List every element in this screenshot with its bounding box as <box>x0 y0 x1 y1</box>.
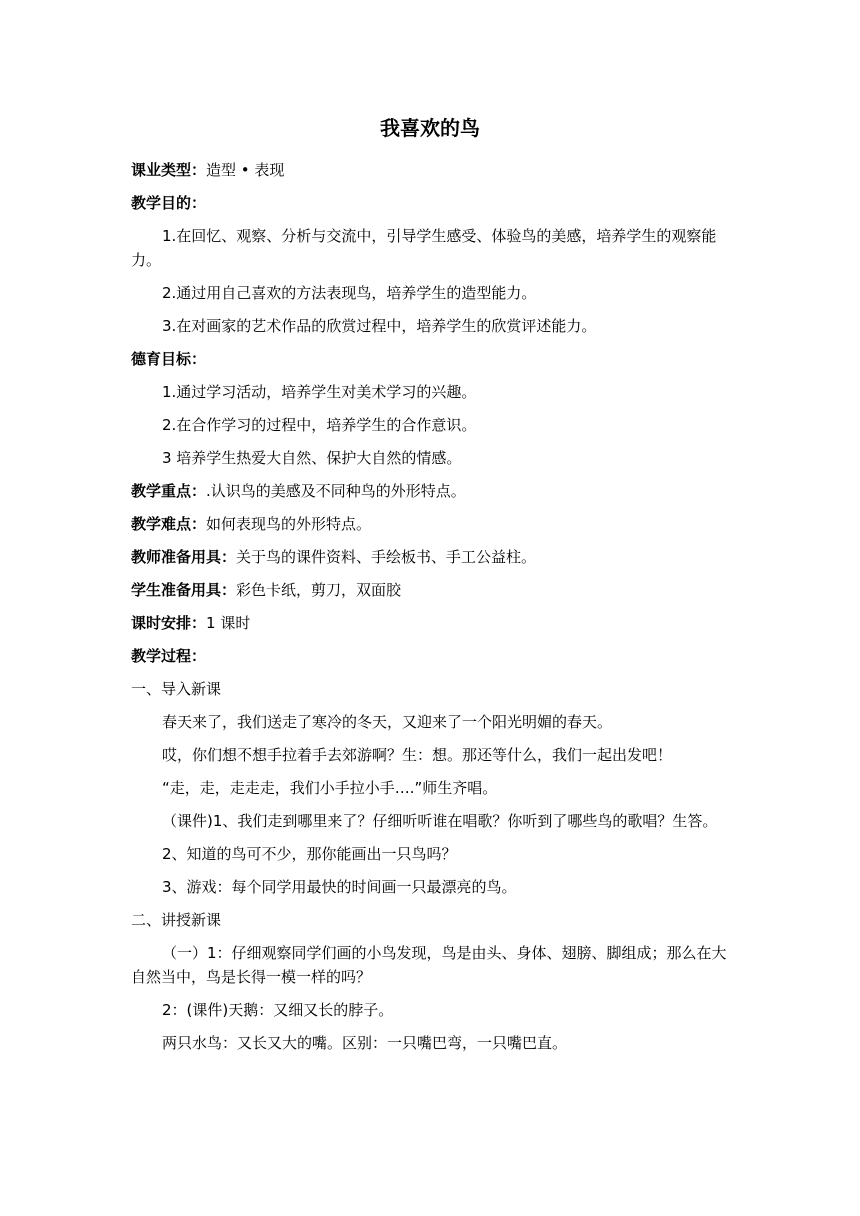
section-heading: 一、导入新课 <box>131 680 222 698</box>
course-type-line <box>131 158 731 182</box>
teacher-materials-label: 教师准备用具： <box>131 548 237 566</box>
difficulty-line <box>131 512 731 536</box>
teacher-materials-line <box>131 545 731 569</box>
key-point-label: 教学重点： <box>131 482 207 500</box>
paragraph: “走，走，走走走，我们小手拉小手….”师生齐唱。 <box>162 779 498 797</box>
moral-goal-item: 2.在合作学习的过程中，培养学生的合作意识。 <box>162 416 477 434</box>
paragraph: 两只水鸟：又长又大的嘴。区别：一只嘴巴弯，一只嘴巴直。 <box>162 1034 568 1052</box>
moral-goal-item: 1.通过学习活动，培养学生对美术学习的兴趣。 <box>162 383 477 401</box>
paragraph: 2：(课件)天鹅：又细又长的脖子。 <box>162 1001 394 1019</box>
teacher-materials-value: 关于鸟的课件资料、手绘板书、手工公益柱。 <box>236 548 537 566</box>
key-point-value: .认识鸟的美感及不同种鸟的外形特点。 <box>206 482 466 500</box>
paragraph: 2、知道的鸟可不少，那你能画出一只鸟吗？ <box>162 845 457 863</box>
difficulty-value: 如何表现鸟的外形特点。 <box>206 515 372 533</box>
schedule-label: 课时安排： <box>131 614 207 632</box>
section-heading: 二、讲授新课 <box>131 911 222 929</box>
student-materials-line <box>131 578 731 602</box>
paragraph: 哎，你们想不想手拉着手去郊游啊？生：想。那还等什么，我们一起出发吧！ <box>162 746 673 764</box>
moral-goal-item: 3 培养学生热爱大自然、保护大自然的情感。 <box>162 449 462 467</box>
paragraph: （课件)1、我们走到哪里来了？仔细听听谁在唱歌？你听到了哪些鸟的歌唱？生答。 <box>162 812 718 830</box>
document-title: 我喜欢的鸟 <box>380 116 480 140</box>
schedule-value: 1 课时 <box>206 614 251 632</box>
document-body <box>131 158 731 1064</box>
objective-item: 3.在对画家的艺术作品的欣赏过程中，培养学生的欣赏评述能力。 <box>162 317 597 335</box>
course-type-label: 课业类型： <box>131 161 207 179</box>
objectives-label: 教学目的： <box>131 194 207 212</box>
course-type-value: 造型 • 表现 <box>206 161 285 179</box>
schedule-line <box>131 611 731 635</box>
objective-item: 1.在回忆、观察、分析与交流中，引导学生感受、体验鸟的美感，培养学生的观察能力。 <box>131 227 717 269</box>
key-point-line <box>131 479 731 503</box>
paragraph: （一）1：仔细观察同学们画的小鸟发现，鸟是由头、身体、翅膀、脚组成；那么在大自然当中，鸟是长得一模一样的吗？ <box>131 944 727 986</box>
student-materials-label: 学生准备用具： <box>131 581 237 599</box>
moral-goals-label: 德育目标： <box>131 350 207 368</box>
difficulty-label: 教学难点： <box>131 515 207 533</box>
paragraph: 3、游戏：每个同学用最快的时间画一只最漂亮的鸟。 <box>162 878 517 896</box>
paragraph: 春天来了，我们送走了寒冷的冬天，又迎来了一个阳光明媚的春天。 <box>162 713 613 731</box>
objective-item: 2.通过用自己喜欢的方法表现鸟，培养学生的造型能力。 <box>162 284 537 302</box>
student-materials-value: 彩色卡纸，剪刀，双面胶 <box>236 581 402 599</box>
process-label: 教学过程： <box>131 647 207 665</box>
